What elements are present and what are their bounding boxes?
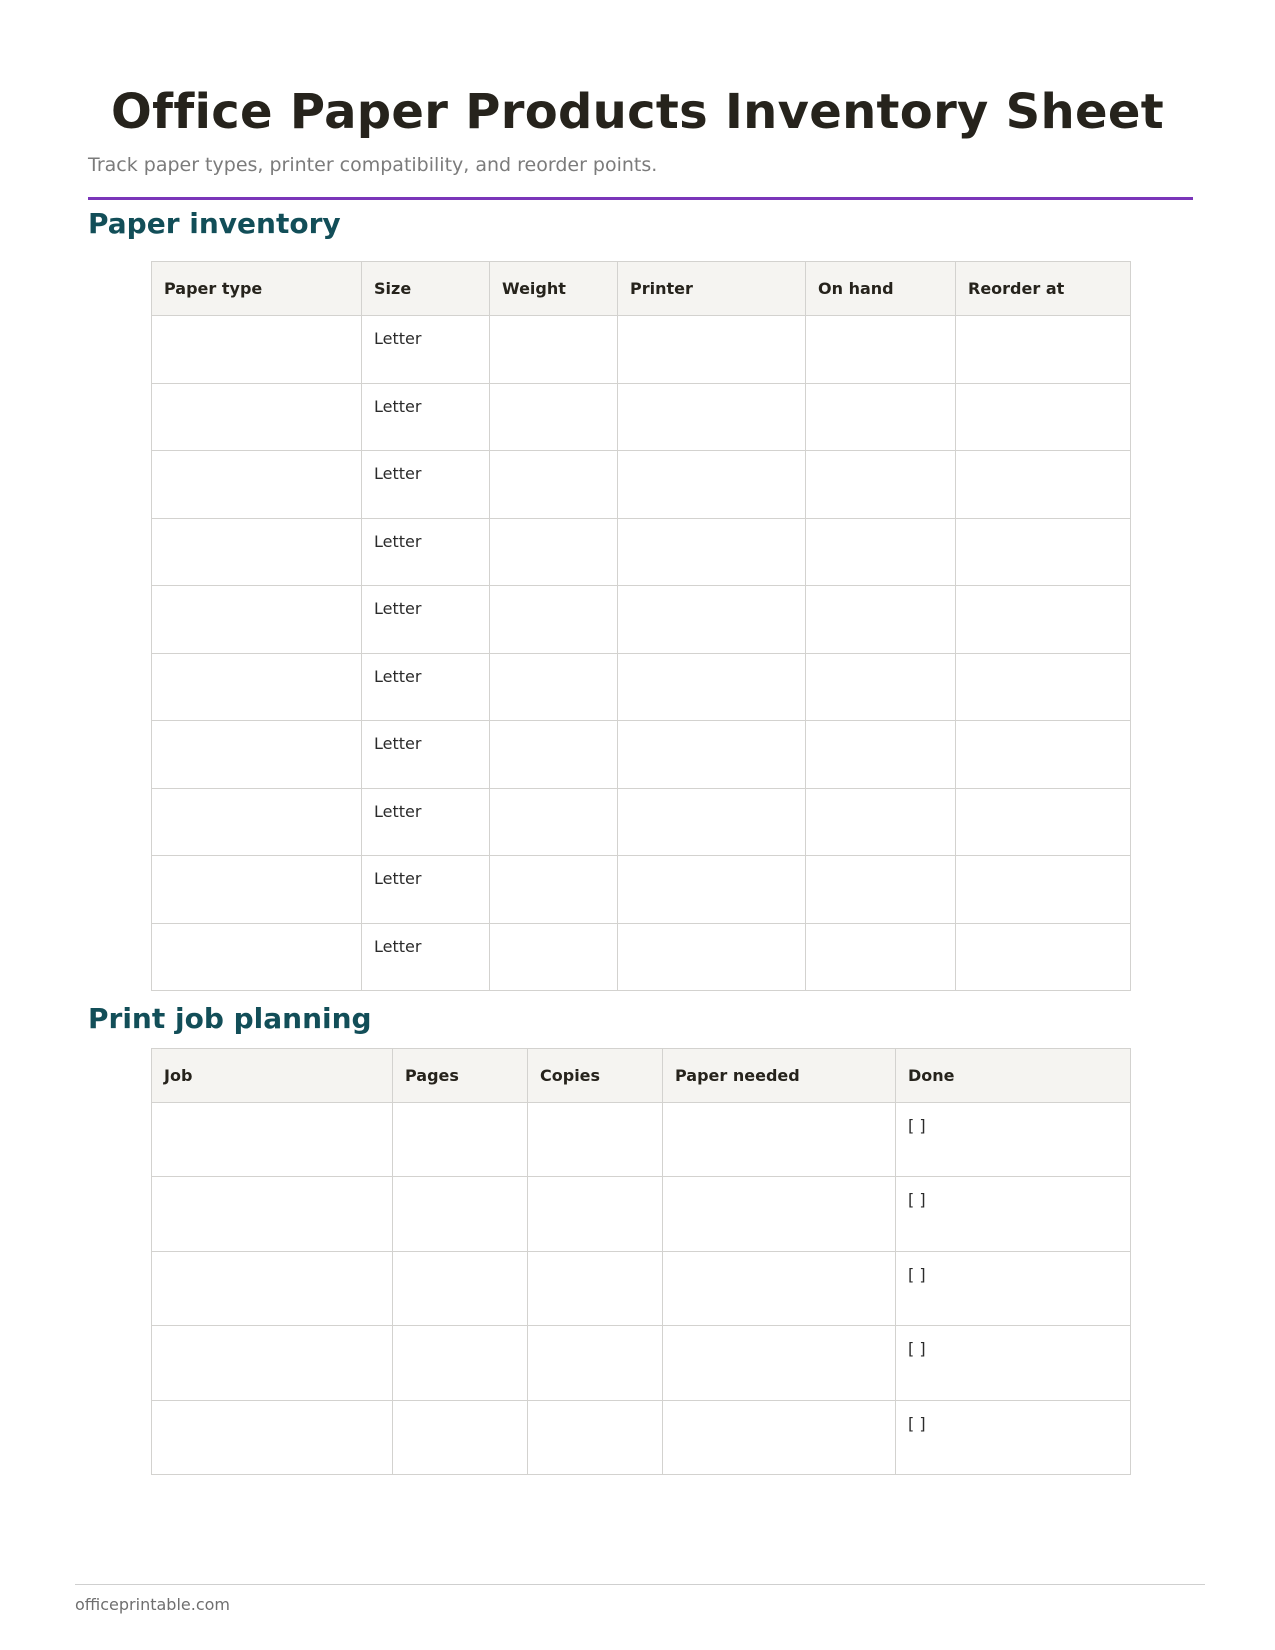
column-header-paper-type: Paper type	[152, 262, 362, 316]
table-row	[152, 856, 1131, 924]
cell-pages[interactable]	[393, 1177, 528, 1251]
table-row	[152, 451, 1131, 519]
cell-paper-needed[interactable]	[663, 1177, 896, 1251]
cell-reorder-at[interactable]	[956, 316, 1131, 384]
cell-on-hand[interactable]	[806, 316, 956, 384]
cell-job[interactable]	[152, 1400, 393, 1474]
cell-paper-type[interactable]	[152, 586, 362, 654]
cell-paper-type[interactable]	[152, 923, 362, 991]
cell-paper-type[interactable]	[152, 316, 362, 384]
cell-done[interactable]: [ ]	[896, 1400, 1131, 1474]
cell-printer[interactable]	[618, 721, 806, 789]
cell-paper-type[interactable]	[152, 383, 362, 451]
cell-weight[interactable]	[490, 788, 618, 856]
cell-printer[interactable]	[618, 653, 806, 721]
cell-copies[interactable]	[528, 1400, 663, 1474]
table-row	[152, 923, 1131, 991]
cell-weight[interactable]	[490, 586, 618, 654]
column-header-on-hand: On hand	[806, 262, 956, 316]
cell-size[interactable]: Letter	[362, 518, 490, 586]
cell-weight[interactable]	[490, 923, 618, 991]
cell-on-hand[interactable]	[806, 653, 956, 721]
cell-pages[interactable]	[393, 1400, 528, 1474]
inventory-table	[151, 261, 1131, 991]
table-row	[152, 383, 1131, 451]
column-header-reorder-at: Reorder at	[956, 262, 1131, 316]
cell-paper-needed[interactable]	[663, 1103, 896, 1177]
cell-done[interactable]: [ ]	[896, 1326, 1131, 1400]
cell-reorder-at[interactable]	[956, 653, 1131, 721]
cell-paper-needed[interactable]	[663, 1400, 896, 1474]
cell-on-hand[interactable]	[806, 856, 956, 924]
cell-weight[interactable]	[490, 518, 618, 586]
cell-paper-type[interactable]	[152, 518, 362, 586]
cell-job[interactable]	[152, 1103, 393, 1177]
cell-printer[interactable]	[618, 383, 806, 451]
table-row	[152, 788, 1131, 856]
cell-weight[interactable]	[490, 383, 618, 451]
cell-printer[interactable]	[618, 586, 806, 654]
cell-done[interactable]: [ ]	[896, 1177, 1131, 1251]
page-title: Office Paper Products Inventory Sheet	[111, 84, 1164, 140]
cell-done[interactable]: [ ]	[896, 1251, 1131, 1325]
page-subtitle: Track paper types, printer compatibility, and reorder points.	[88, 154, 658, 176]
column-header-printer: Printer	[618, 262, 806, 316]
footer-site-name: officeprintable.com	[75, 1595, 230, 1614]
cell-size[interactable]: Letter	[362, 586, 490, 654]
cell-on-hand[interactable]	[806, 383, 956, 451]
cell-pages[interactable]	[393, 1326, 528, 1400]
column-header-weight: Weight	[490, 262, 618, 316]
column-header-copies: Copies	[528, 1049, 663, 1103]
cell-printer[interactable]	[618, 451, 806, 519]
cell-on-hand[interactable]	[806, 518, 956, 586]
table-row	[152, 518, 1131, 586]
table-row	[152, 1103, 1131, 1177]
cell-reorder-at[interactable]	[956, 383, 1131, 451]
cell-paper-type[interactable]	[152, 451, 362, 519]
cell-paper-type[interactable]	[152, 856, 362, 924]
cell-paper-type[interactable]	[152, 653, 362, 721]
cell-size[interactable]: Letter	[362, 316, 490, 384]
footer-divider	[75, 1584, 1205, 1585]
table-row	[152, 586, 1131, 654]
cell-job[interactable]	[152, 1326, 393, 1400]
cell-reorder-at[interactable]	[956, 721, 1131, 789]
table-row	[152, 721, 1131, 789]
cell-pages[interactable]	[393, 1103, 528, 1177]
table-row	[152, 1177, 1131, 1251]
column-header-job: Job	[152, 1049, 393, 1103]
cell-pages[interactable]	[393, 1251, 528, 1325]
cell-size[interactable]: Letter	[362, 451, 490, 519]
cell-paper-type[interactable]	[152, 721, 362, 789]
cell-reorder-at[interactable]	[956, 586, 1131, 654]
table-row	[152, 653, 1131, 721]
cell-size[interactable]: Letter	[362, 383, 490, 451]
cell-job[interactable]	[152, 1177, 393, 1251]
jobs-section-heading: Print job planning	[88, 1002, 372, 1035]
table-row	[152, 1326, 1131, 1400]
column-header-size: Size	[362, 262, 490, 316]
cell-reorder-at[interactable]	[956, 923, 1131, 991]
cell-paper-needed[interactable]	[663, 1326, 896, 1400]
cell-on-hand[interactable]	[806, 721, 956, 789]
cell-on-hand[interactable]	[806, 788, 956, 856]
cell-weight[interactable]	[490, 451, 618, 519]
cell-on-hand[interactable]	[806, 451, 956, 519]
table-row	[152, 1400, 1131, 1474]
cell-on-hand[interactable]	[806, 923, 956, 991]
cell-weight[interactable]	[490, 721, 618, 789]
table-row	[152, 316, 1131, 384]
cell-done[interactable]: [ ]	[896, 1103, 1131, 1177]
cell-size[interactable]: Letter	[362, 653, 490, 721]
column-header-pages: Pages	[393, 1049, 528, 1103]
inventory-section-heading: Paper inventory	[88, 207, 341, 240]
cell-reorder-at[interactable]	[956, 518, 1131, 586]
cell-printer[interactable]	[618, 788, 806, 856]
cell-size[interactable]: Letter	[362, 721, 490, 789]
cell-on-hand[interactable]	[806, 586, 956, 654]
column-header-paper-needed: Paper needed	[663, 1049, 896, 1103]
jobs-header-row	[152, 1049, 1131, 1103]
cell-copies[interactable]	[528, 1326, 663, 1400]
cell-reorder-at[interactable]	[956, 856, 1131, 924]
table-row	[152, 1251, 1131, 1325]
cell-copies[interactable]	[528, 1103, 663, 1177]
cell-copies[interactable]	[528, 1177, 663, 1251]
cell-printer[interactable]	[618, 923, 806, 991]
cell-size[interactable]: Letter	[362, 923, 490, 991]
title-divider	[88, 197, 1193, 200]
cell-reorder-at[interactable]	[956, 788, 1131, 856]
column-header-done: Done	[896, 1049, 1131, 1103]
cell-paper-type[interactable]	[152, 788, 362, 856]
inventory-header-row	[152, 262, 1131, 316]
cell-weight[interactable]	[490, 316, 618, 384]
print-jobs-table	[151, 1048, 1131, 1475]
cell-weight[interactable]	[490, 653, 618, 721]
cell-size[interactable]: Letter	[362, 856, 490, 924]
cell-printer[interactable]	[618, 856, 806, 924]
cell-weight[interactable]	[490, 856, 618, 924]
cell-printer[interactable]	[618, 518, 806, 586]
cell-reorder-at[interactable]	[956, 451, 1131, 519]
cell-paper-needed[interactable]	[663, 1251, 896, 1325]
cell-size[interactable]: Letter	[362, 788, 490, 856]
cell-job[interactable]	[152, 1251, 393, 1325]
cell-printer[interactable]	[618, 316, 806, 384]
cell-copies[interactable]	[528, 1251, 663, 1325]
